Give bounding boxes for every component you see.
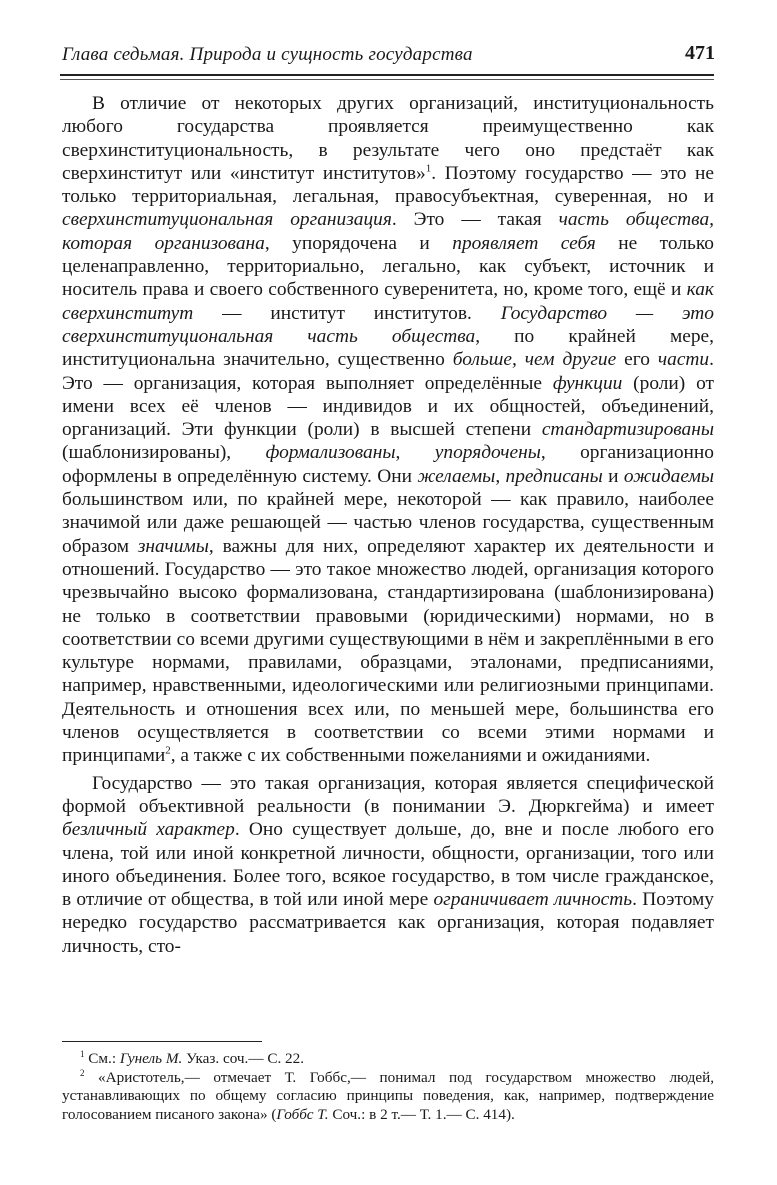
italic-run: Гоббс Т.	[276, 1105, 329, 1123]
footnote	[62, 1050, 714, 1069]
text-run: , а также с их собственными пожеланиями и ожиданиями.	[170, 745, 651, 767]
footnote-ref: 2	[80, 1067, 85, 1078]
italic-run: предписаны	[505, 465, 603, 487]
text-run: (роли) от имени всех её членов — индивидов и их общностей, объединений, организаций. Эти функции (роли) в высшей степени	[62, 372, 714, 441]
header-rule	[60, 74, 714, 76]
italic-run: больше, чем другие	[452, 349, 617, 371]
text-run: . Оно существует дольше, до, вне и после любого его члена, той или иной конкретной личности, общности, организации, того или иного объединения. Более того, всякое государство, в том числе гражданское, в отличие от общества, в той или иной мере	[62, 819, 715, 911]
text-run: Соч.: в 2 т.— Т. 1.— С. 414).	[328, 1105, 515, 1123]
italic-run: Гунель М.	[119, 1050, 183, 1067]
footnote-ref: 2	[165, 744, 171, 757]
footnote-ref: 1	[425, 162, 432, 175]
text-run: «Аристотель,— отмечает Т. Гоббс,— понимал под государством множество людей, устанавливающих по общему согласию принципы поведения, как, например, подтверждение голосованием писаного закона» (	[62, 1068, 714, 1123]
main-text	[62, 92, 714, 958]
italic-run: желаемы	[417, 465, 496, 487]
text-run: , важны для них, определяют характер их деятельности и отношений. Государство — это такое множество людей, организация которого чрезвычайно высоко формализована, стандартизирована (шаблонизирована) не только в соответствии правовыми (юридическими) нормами, но в соответствии со всеми другими существующими в нём и закреплёнными в его культуре нормами, правилами, образцами, эталонами, предписаниями, например, нравственными, идеологическими или религиозными принципами. Деятельность и отношения всех или, по меньшей мере, большинства его членов осуществляется в соответствии со всеми этими нормами и принципами	[62, 535, 714, 767]
text-run: ,	[495, 465, 506, 487]
text-run: . Поэтому государство — это не только территориальная, легальная, правосубъектная, суверенная, но и	[62, 162, 715, 208]
italic-run: как сверхинститут	[62, 279, 714, 324]
text-run: Государство — это такая организация, которая является специфической формой объективной реальности (в понимании Э. Дюркгейма) и имеет	[62, 772, 714, 817]
text-run: ,	[395, 442, 435, 464]
text-run: Указ. соч.— С. 22.	[182, 1050, 305, 1067]
italic-run: часть общества, которая организована	[62, 209, 714, 254]
text-run: В отличие от некоторых других организаций, институциональность любого государства проявляется преимущественно как сверхинституциональность, в результате чего оно предстаёт как сверхинститут или «институт институтов»	[62, 93, 714, 184]
running-head-title: Глава седьмая. Природа и сущность государства	[62, 44, 473, 65]
italic-run: формализованы	[265, 442, 396, 464]
text-run: . Это — такая	[391, 209, 559, 231]
text-run: . Поэтому нередко государство рассматривается как организация, которая подавляет личность, сто-	[62, 889, 714, 957]
text-run: — институт институтов.	[193, 302, 501, 324]
text-run: , по крайней мере, институциональна значительно, существенно	[62, 325, 714, 371]
italic-run: проявляет себя	[452, 232, 596, 254]
text-run: См.:	[84, 1050, 120, 1067]
text-run: его	[616, 349, 658, 371]
text-run: , организационно оформлены в определённую систему. Они	[62, 442, 714, 487]
page-number: 471	[685, 42, 715, 64]
italic-run: значимы	[137, 535, 209, 557]
italic-run: функции	[552, 372, 623, 394]
footnotes	[62, 1050, 714, 1124]
italic-run: упорядочены	[434, 442, 541, 464]
footnote	[62, 1069, 714, 1125]
text-run: , упорядочена и	[264, 232, 453, 254]
footnote-ref: 1	[80, 1048, 85, 1059]
italic-run: безличный характер	[62, 819, 235, 841]
italic-run: сверхинституциональная организация	[62, 209, 392, 231]
italic-run: ожидаемы	[623, 465, 714, 487]
text-run: . Это — организация, которая выполняет определённые	[62, 349, 714, 394]
text-run: большинством или, по крайней мере, некоторой — как правило, наиболее значимой или даже решающей — частью членов государства, существенным образом	[62, 489, 714, 557]
italic-run: части	[657, 349, 710, 371]
italic-run: стандартизированы	[541, 419, 714, 441]
text-run: не только целенаправленно, территориально, легально, как субъект, источник и носитель права и своего собственного суверенитета, но, кроме того, ещё и	[62, 232, 714, 301]
italic-run: ограничивает личность	[433, 889, 633, 911]
footnote-rule	[62, 1041, 262, 1042]
text-run: и	[602, 465, 624, 487]
italic-run: Государство — это сверхинституциональная часть общества	[62, 302, 715, 347]
paragraph	[62, 772, 714, 958]
paragraph	[62, 92, 714, 768]
text-run: (шаблонизированы),	[62, 442, 266, 464]
header-rule-thin	[60, 79, 714, 80]
